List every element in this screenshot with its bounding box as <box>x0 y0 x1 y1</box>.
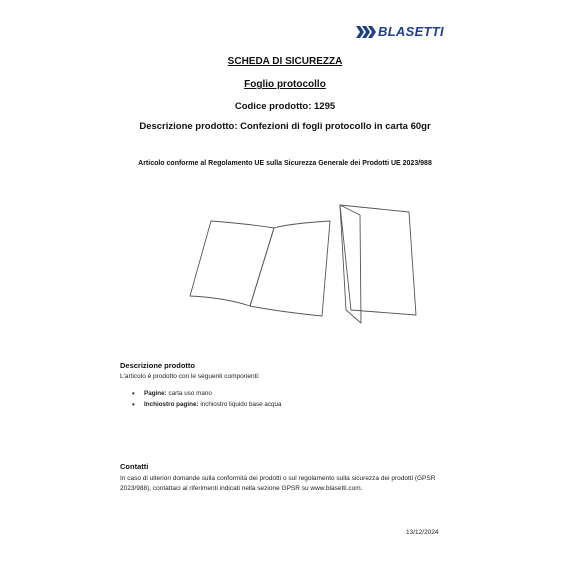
description-intro: L'articolo è prodotto con le seguenti componenti: <box>120 373 260 380</box>
brand-name: BLASETTI <box>378 24 444 39</box>
brand-logo <box>356 24 444 39</box>
product-code: Codice prodotto: 1295 <box>234 101 336 112</box>
component-label: Pagine: <box>144 390 167 397</box>
document-date: 13/12/2024 <box>406 529 439 536</box>
component-value: inchiostro liquido base acqua <box>200 400 282 408</box>
contacts-heading: Contatti <box>120 462 149 471</box>
component-value: carta uso mano <box>168 390 212 397</box>
brand-logo-mark <box>356 26 376 38</box>
open-sheet-left-page <box>190 221 274 306</box>
list-item <box>130 389 282 400</box>
folded-sheet-back <box>340 205 416 315</box>
product-description-line: Descrizione prodotto: Confezioni di fogli protocollo in carta 60gr <box>139 121 431 132</box>
list-item <box>130 400 282 411</box>
page-title: SCHEDA DI SICUREZZA <box>227 56 343 67</box>
component-label: Inchiostro pagine: <box>144 400 199 408</box>
components-list <box>130 389 282 410</box>
product-name: Foglio protocollo <box>244 79 326 90</box>
paper-sheets-illustration <box>186 200 436 325</box>
description-heading: Descrizione prodotto <box>120 361 196 370</box>
regulation-statement: Articolo conforme al Regolamento UE sulla Sicurezza Generale dei Prodotti UE 2023/988 <box>138 160 432 167</box>
open-sheet-right-page <box>250 221 330 316</box>
contacts-body: In caso di ulteriori domande sulla conformità dei prodotti o sul regolamento sulla sicurezza dei prodotti (GPSR 2023/988), contattaci ai riferimenti indicati nella sezione GPSR su www.blasetti.com. <box>120 475 436 492</box>
